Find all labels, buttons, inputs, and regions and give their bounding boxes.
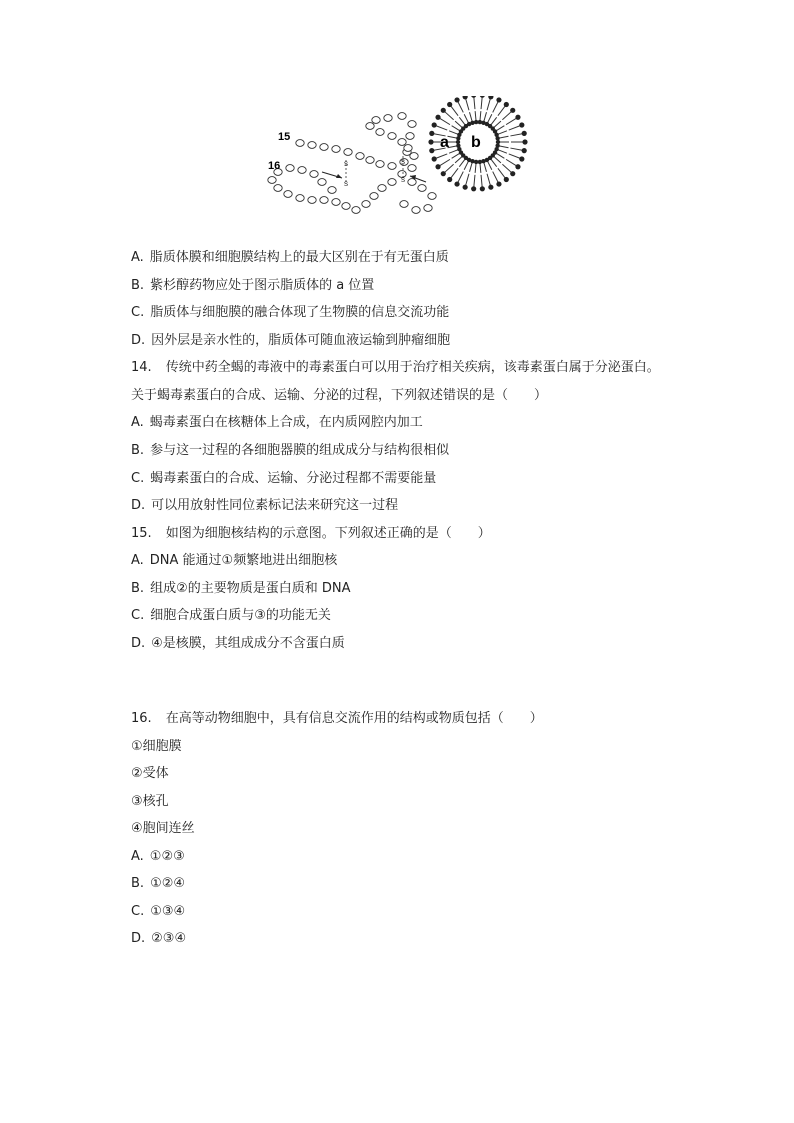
amino-acid-bead — [332, 199, 340, 206]
lipid-head — [519, 122, 524, 127]
amino-acid-bead — [398, 171, 406, 178]
option-letter: D. — [131, 333, 146, 348]
amino-acid-bead — [388, 179, 396, 186]
lipid-head — [480, 96, 485, 98]
lipid-head — [429, 131, 434, 136]
amino-acid-bead — [268, 177, 276, 184]
lipid-head — [447, 177, 452, 182]
amino-acid-bead — [428, 193, 436, 200]
lipid-tail — [459, 117, 464, 124]
lipid-head — [447, 102, 452, 107]
amino-acid-bead — [320, 144, 328, 151]
lipid-head — [441, 171, 446, 176]
q15-option-a — [131, 551, 337, 571]
disulfide-label-2: S — [344, 182, 349, 188]
question-stem: 如图为细胞核结构的示意图。下列叙述正确的是（ ） — [165, 526, 491, 541]
lipid-tail — [510, 148, 522, 150]
lipid-tail — [449, 131, 457, 134]
option-letter: B. — [131, 876, 145, 891]
q14-option-d — [131, 496, 398, 516]
figure-label-15: 15 — [278, 131, 291, 143]
option-text: 组成②的主要物质是蛋白质和 DNA — [150, 581, 351, 596]
option-letter: B. — [131, 278, 145, 293]
lipid-head — [435, 164, 440, 169]
q16-item-1: ①细胞膜 — [131, 739, 182, 754]
lipid-tail — [500, 146, 509, 148]
lipid-tail — [493, 102, 498, 113]
lipid-tail — [470, 163, 472, 172]
amino-acid-bead — [400, 201, 408, 208]
q16-item-2: ②受体 — [131, 766, 169, 781]
amino-acid-bead — [298, 167, 306, 174]
lipid-tail — [498, 168, 505, 178]
lipid-tail — [480, 164, 481, 173]
option-text: 蝎毒素蛋白在核糖体上合成，在内质网腔内加工 — [149, 415, 423, 430]
option-letter: B. — [131, 581, 145, 596]
lipid-head — [510, 171, 515, 176]
lipid-tail — [451, 106, 458, 116]
lipid-head — [432, 156, 437, 161]
lipid-tail — [445, 112, 454, 120]
q15-stem — [131, 524, 491, 544]
amino-acid-bead — [328, 187, 336, 194]
lipid-tail — [455, 121, 462, 127]
amino-acid-bead — [362, 201, 370, 208]
question-number: 16. — [131, 711, 152, 726]
amino-acid-bead — [424, 205, 432, 212]
lipid-head — [441, 108, 446, 113]
option-letter: D. — [131, 931, 146, 946]
lipid-tail — [449, 150, 457, 153]
lipid-tail — [475, 164, 476, 173]
disulfide-label-1: S — [344, 162, 349, 168]
option-text: 蝎毒素蛋白的合成、运输、分泌过程都不需要能量 — [150, 471, 437, 486]
lipid-tail — [452, 126, 460, 131]
option-letter: A. — [131, 849, 144, 864]
amino-acid-bead — [412, 207, 420, 214]
lipid-tail — [488, 114, 492, 122]
lipid-head — [515, 115, 520, 120]
lipid-tail — [474, 175, 475, 187]
amino-acid-bead — [342, 203, 350, 210]
option-letter: C. — [131, 904, 145, 919]
lipid-tail — [487, 99, 490, 111]
lipid-head — [488, 96, 493, 99]
lipid-tail — [493, 172, 498, 183]
disulfide-label-4: S — [401, 178, 406, 184]
lipid-head — [510, 108, 515, 113]
amino-acid-bead — [352, 207, 360, 214]
lipid-tail — [487, 174, 490, 186]
q16-option-a — [131, 847, 185, 867]
amino-acid-bead — [296, 195, 304, 202]
lipid-tail — [499, 131, 507, 134]
lipid-tail — [466, 99, 469, 111]
q15-option-d — [131, 634, 345, 654]
lipid-head — [522, 139, 527, 144]
amino-acid-bead — [332, 146, 340, 153]
lipid-head — [463, 96, 468, 99]
question-stem: 传统中药全蝎的毒液中的毒素蛋白可以用于治疗相关疾病，该毒素蛋白属于分泌蛋白。 — [165, 360, 660, 375]
q14-option-c — [131, 469, 436, 489]
lipid-tail — [484, 112, 486, 121]
amino-acid-bead — [366, 157, 374, 164]
amino-acid-bead — [388, 163, 396, 170]
amino-acid-bead — [308, 142, 316, 149]
lipid-head — [463, 185, 468, 190]
amino-acid-bead — [356, 153, 364, 160]
lipid-head — [480, 186, 485, 191]
option-text: 因外层是亲水性的，脂质体可随血液运输到肿瘤细胞 — [151, 333, 451, 348]
amino-acid-bead — [408, 165, 416, 172]
q16-item-3: ③核孔 — [131, 794, 169, 809]
lipid-tail — [458, 172, 463, 183]
q14-option-a — [131, 413, 423, 433]
lipid-tail — [475, 111, 476, 120]
q16-stem — [131, 709, 543, 729]
amino-acid-bead — [310, 171, 318, 178]
lipid-tail — [506, 159, 516, 165]
lipid-head — [429, 148, 434, 153]
amino-acid-bead — [376, 129, 384, 136]
q13-option-c — [131, 303, 449, 323]
lipid-head — [454, 181, 459, 186]
option-text: 可以用放射性同位素标记法来研究这一过程 — [151, 498, 399, 513]
amino-acid-bead — [296, 140, 304, 147]
lipid-head — [522, 148, 527, 153]
lipid-tail — [481, 175, 482, 187]
lipid-head — [515, 164, 520, 169]
option-letter: A. — [131, 250, 144, 265]
lipid-tail — [481, 97, 482, 109]
lipid-tail — [491, 117, 496, 124]
q15-option-b — [131, 579, 350, 599]
lipid-tail — [445, 164, 454, 172]
lipid-tail — [509, 126, 520, 130]
amino-acid-bead — [406, 133, 414, 140]
q13-option-d — [131, 331, 450, 351]
lipid-tail — [500, 136, 509, 138]
liposome-label-b: b — [471, 134, 481, 151]
option-text: ①②④ — [150, 876, 186, 891]
amino-acid-bead — [404, 145, 412, 152]
lipid-tail — [458, 102, 463, 113]
amino-acid-bead — [398, 139, 406, 146]
amino-acid-bead — [410, 153, 418, 160]
question-number: 15. — [131, 526, 152, 541]
lipid-head — [435, 115, 440, 120]
option-text: ②③④ — [151, 931, 187, 946]
amino-acid-bead — [372, 117, 380, 124]
lipid-tail — [464, 114, 468, 122]
lipid-head — [496, 181, 501, 186]
amino-acid-bead — [366, 123, 374, 130]
q16-option-b — [131, 874, 185, 894]
q14-stem-line1 — [131, 358, 660, 378]
amino-acid-bead — [284, 191, 292, 198]
option-letter: D. — [131, 636, 146, 651]
lipid-head — [504, 102, 509, 107]
amino-acid-bead — [398, 113, 406, 120]
lipid-tail — [480, 111, 481, 120]
lipid-tail — [440, 118, 450, 124]
option-text: 参与这一过程的各细胞器膜的组成成分与结构很相似 — [150, 443, 450, 458]
lipid-tail — [494, 157, 501, 163]
option-text: 细胞合成蛋白质与③的功能无关 — [150, 608, 331, 623]
amino-acid-bead — [384, 115, 392, 122]
q13-option-a — [131, 248, 449, 268]
lipid-head — [454, 97, 459, 102]
lipid-head — [471, 96, 476, 98]
q16-item-4: ④胞间连丝 — [131, 821, 195, 836]
lipid-tail — [436, 126, 447, 130]
option-text: 脂质体与细胞膜的融合体现了生物膜的信息交流功能 — [150, 305, 450, 320]
lipid-tail — [440, 159, 450, 165]
option-text: ④是核膜，其组成成分不含蛋白质 — [151, 636, 345, 651]
lipid-tail — [510, 134, 522, 136]
amino-acid-bead — [274, 185, 282, 192]
lipid-tail — [484, 163, 486, 172]
question-stem: 在高等动物细胞中，具有信息交流作用的结构或物质包括（ ） — [165, 711, 543, 726]
question-number: 14. — [131, 360, 152, 375]
amino-acid-bead — [344, 149, 352, 156]
q14-stem-line2: 关于蝎毒素蛋白的合成、运输、分泌的过程，下列叙述错误的是（ ） — [131, 388, 548, 403]
option-letter: C. — [131, 608, 145, 623]
amino-acid-bead — [286, 165, 294, 172]
option-letter: A. — [131, 553, 144, 568]
lipid-tail — [464, 162, 468, 170]
lipid-tail — [499, 150, 507, 153]
lipid-head — [428, 139, 433, 144]
polypeptide-chain — [268, 113, 436, 214]
amino-acid-bead — [378, 185, 386, 192]
option-letter: C. — [131, 305, 145, 320]
figure-label-16: 16 — [268, 160, 281, 172]
lipid-tail — [506, 118, 516, 124]
option-text: 紫杉醇药物应处于图示脂质体的 a 位置 — [150, 278, 375, 293]
lipid-tail — [491, 160, 496, 167]
lipid-tail — [502, 112, 511, 120]
lipid-head — [495, 136, 499, 140]
option-letter: D. — [131, 498, 146, 513]
liposome-label-a: a — [440, 134, 449, 151]
option-text: ①③④ — [150, 904, 186, 919]
peptide-liposome-figure — [262, 96, 532, 226]
option-letter: B. — [131, 443, 145, 458]
amino-acid-bead — [418, 185, 426, 192]
option-text: 脂质体膜和细胞膜结构上的最大区别在于有无蛋白质 — [149, 250, 449, 265]
lipid-tail — [474, 97, 475, 109]
lipid-tail — [466, 174, 469, 186]
lipid-head — [522, 131, 527, 136]
q14-option-b — [131, 441, 449, 461]
q16-option-d — [131, 929, 186, 949]
q13-option-b — [131, 276, 374, 296]
option-letter: C. — [131, 471, 145, 486]
lipid-tail — [498, 106, 505, 116]
lipid-tail — [436, 154, 447, 158]
lipid-tail — [452, 154, 460, 159]
lipid-tail — [497, 126, 505, 131]
amino-acid-bead — [408, 121, 416, 128]
lipid-tail — [509, 154, 520, 158]
lipid-tail — [459, 160, 464, 167]
lipid-head — [432, 122, 437, 127]
q15-option-c — [131, 606, 331, 626]
q16-option-c — [131, 902, 185, 922]
disulfide-label-3: S — [401, 160, 406, 166]
lipid-head — [488, 185, 493, 190]
amino-acid-bead — [318, 179, 326, 186]
amino-acid-bead — [388, 133, 396, 140]
amino-acid-bead — [376, 161, 384, 168]
amino-acid-bead — [308, 197, 316, 204]
lipid-tail — [494, 121, 501, 127]
option-text: ①②③ — [149, 849, 185, 864]
lipid-tail — [502, 164, 511, 172]
lipid-head — [471, 186, 476, 191]
lipid-tail — [451, 168, 458, 178]
lipid-tail — [455, 157, 462, 163]
amino-acid-bead — [370, 193, 378, 200]
lipid-head — [504, 177, 509, 182]
lipid-tail — [470, 112, 472, 121]
option-text: DNA 能通过①频繁地进出细胞核 — [149, 553, 338, 568]
lipid-tail — [497, 154, 505, 159]
lipid-head — [496, 97, 501, 102]
option-letter: A. — [131, 415, 144, 430]
amino-acid-bead — [320, 197, 328, 204]
lipid-tail — [488, 162, 492, 170]
lipid-head — [519, 156, 524, 161]
